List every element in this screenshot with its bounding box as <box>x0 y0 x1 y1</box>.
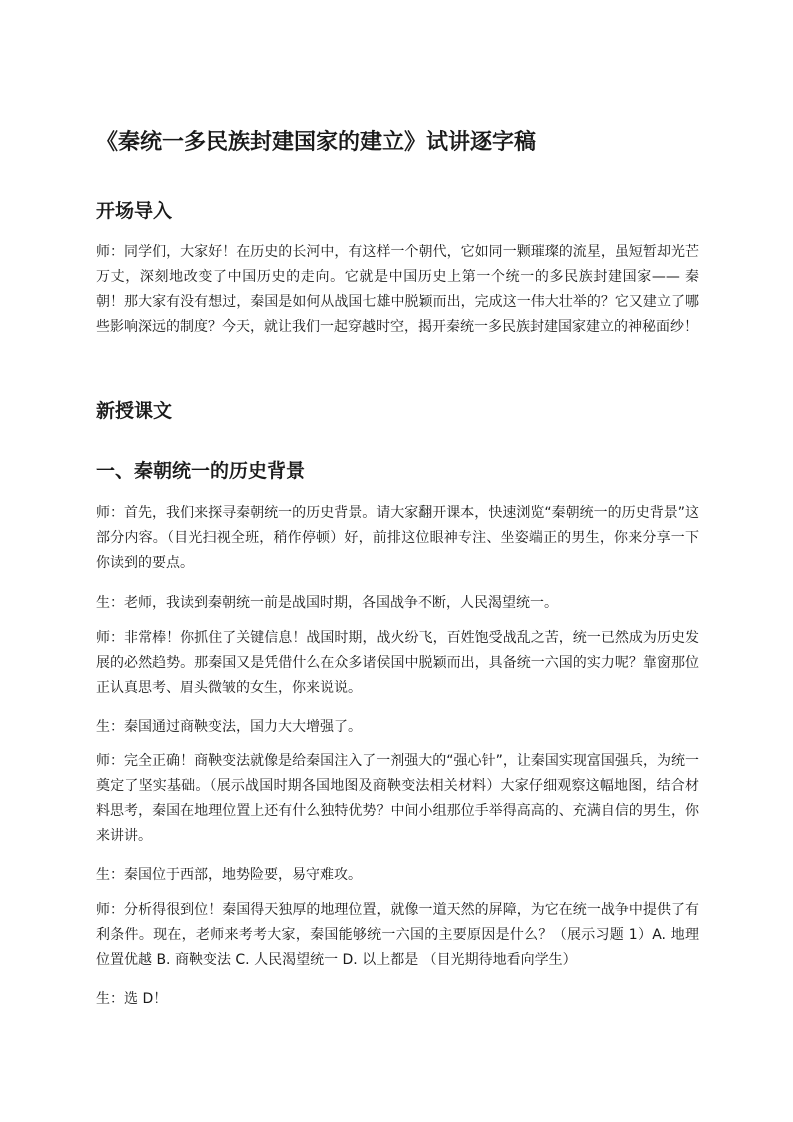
dialogue-paragraph: 生：选 D！ <box>96 991 168 1007</box>
dialogue-paragraph: 师：完全正确！商鞅变法就像是给秦国注入了一剂强大的“强心针”，让秦国实现富国强兵，为统一奠定了坚实基础。（展示战国时期各国地图及商鞅变法相关材料）大家仔细观察这幅地图，结合材料思考，秦国在地理位置上还有什么独特优势？中间小组那位手举得高高的、充满自信的男生，你来讲讲。 <box>96 753 699 844</box>
dialogue-paragraph: 师：首先，我们来探寻秦朝统一的历史背景。请大家翻开课本，快速浏览“秦朝统一的历史背景”这部分内容。（目光扫视全班，稍作停顿）好，前排这位眼神专注、坐姿端正的男生，你来分享一下你读到的要点。 <box>96 505 699 571</box>
section-heading-intro: 开场导入 <box>96 200 173 222</box>
dialogue-paragraph: 生：秦国位于西部，地势险要，易守难攻。 <box>96 867 362 883</box>
subsection-heading-background: 一、秦朝统一的历史背景 <box>96 460 306 482</box>
document-title: 《秦统一多民族封建国家的建立》试讲逐字稿 <box>96 130 537 155</box>
dialogue-paragraph: 师：非常棒！你抓住了关键信息！战国时期，战火纷飞，百姓饱受战乱之苦，统一已然成为历史发展的必然趋势。那秦国又是凭借什么在众多诸侯国中脱颖而出，具备统一六国的实力呢？靠窗那位正认真思考、眉头微皱的女生，你来说说。 <box>96 630 699 696</box>
section-heading-new-lesson: 新授课文 <box>96 400 173 422</box>
dialogue-paragraph: 生：老师，我读到秦朝统一前是战国时期，各国战争不断，人民渴望统一。 <box>96 595 558 611</box>
dialogue-paragraph: 生：秦国通过商鞅变法，国力大大增强了。 <box>96 719 362 735</box>
dialogue-paragraph: 师：分析得很到位！秦国得天独厚的地理位置，就像一道天然的屏障，为它在统一战争中提供了有利条件。现在，老师来考考大家，秦国能够统一六国的主要原因是什么？（展示习题 1）A. 地理位置优越 B. 商鞅变法 C. 人民渴望统一 D. 以上都是 （目光期待地看向学生） <box>96 902 699 968</box>
paragraph-intro: 师：同学们，大家好！在历史的长河中，有这样一个朝代，它如同一颗璀璨的流星，虽短暂却光芒万丈，深刻地改变了中国历史的走向。它就是中国历史上第一个统一的多民族封建国家—— 秦朝！那大家有没有想过，秦国是如何从战国七雄中脱颖而出，完成这一伟大壮举的？它又建立了哪些影响深远的制度？今天，就让我们一起穿越时空，揭开秦统一多民族封建国家建立的神秘面纱！ <box>96 244 699 335</box>
